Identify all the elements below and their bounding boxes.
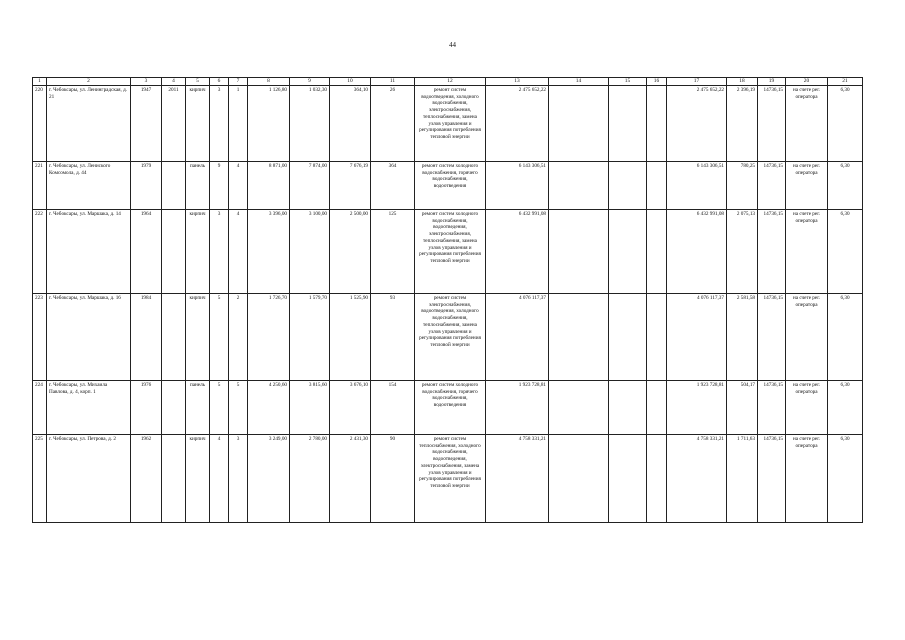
cell-year-repair: 2011 [162, 86, 186, 162]
cell-rate: 6,30 [828, 435, 863, 523]
cell-area-living: 2 780,00 [290, 435, 330, 523]
cell-year-built: 1979 [131, 162, 162, 210]
cell-c14 [549, 435, 609, 523]
cell-year-repair [162, 381, 186, 435]
cell-cost-total: 1 923 728,81 [486, 381, 549, 435]
cell-cost-total: 4 758 331,21 [486, 435, 549, 523]
table-row [33, 435, 863, 523]
cell-unit-cost: 504,17 [727, 381, 758, 435]
column-header-15: 15 [609, 78, 647, 86]
cell-c16 [647, 381, 667, 435]
column-header-4: 4 [162, 78, 186, 86]
table-body [33, 86, 863, 523]
cell-entrances: 4 [229, 210, 248, 294]
cell-year-built: 1984 [131, 294, 162, 381]
cell-address: г. Чебоксары, ул. Михаила Павлова, д. 4, корп. 1 [47, 381, 131, 435]
cell-material: панель [186, 162, 210, 210]
cell-c16 [647, 86, 667, 162]
cell-c16 [647, 294, 667, 381]
table-row [33, 381, 863, 435]
cell-unit-cost: 2 396,19 [727, 86, 758, 162]
cell-residents: 26 [371, 86, 415, 162]
cell-cost-owners: 1 923 728,81 [667, 381, 727, 435]
cell-address: г. Чебоксары, ул. Лениского Комсомола, д. 44 [47, 162, 131, 210]
cell-rate: 6,30 [828, 294, 863, 381]
cell-cost-owners: 6 432 991,08 [667, 210, 727, 294]
cell-max-cost: 14736,15 [758, 381, 786, 435]
cell-entrances: 4 [229, 162, 248, 210]
cell-year-repair [162, 435, 186, 523]
cell-entrances: 2 [229, 294, 248, 381]
cell-area-living: 3 100,00 [290, 210, 330, 294]
cell-c15 [609, 86, 647, 162]
cell-address: г. Чебоксары, ул. Петрова, д. 2 [47, 435, 131, 523]
column-header-11: 11 [371, 78, 415, 86]
cell-cost-owners: 4 076 117,37 [667, 294, 727, 381]
column-header-2: 2 [47, 78, 131, 86]
cell-num: 223 [33, 294, 47, 381]
cell-floors: 5 [210, 294, 229, 381]
cell-area-total: 8 871,00 [248, 162, 290, 210]
table-row [33, 86, 863, 162]
cell-residents: 93 [371, 294, 415, 381]
cell-c15 [609, 381, 647, 435]
cell-floors: 3 [210, 86, 229, 162]
cell-c14 [549, 162, 609, 210]
cell-c15 [609, 294, 647, 381]
cell-cost-total: 6 143 306,51 [486, 162, 549, 210]
column-header-17: 17 [667, 78, 727, 86]
column-header-21: 21 [828, 78, 863, 86]
table-row [33, 162, 863, 210]
cell-max-cost: 14736,15 [758, 294, 786, 381]
cell-unit-cost: 1 711,63 [727, 435, 758, 523]
cell-year-built: 1962 [131, 435, 162, 523]
cell-works: ремонт систем электроснабжения, водоотведения, холодного водоснабжения, теплоснабжения, замена узлов управления и регулирования потребления тепловой энергии [415, 294, 486, 381]
page-number: 44 [449, 41, 456, 49]
cell-residents: 364 [371, 162, 415, 210]
column-header-9: 9 [290, 78, 330, 86]
cell-area-residents: 1 525,90 [330, 294, 371, 381]
cell-max-cost: 14736,15 [758, 86, 786, 162]
column-header-8: 8 [248, 78, 290, 86]
cell-max-cost: 14736,15 [758, 435, 786, 523]
repair-registry-table [32, 77, 863, 523]
cell-max-cost: 14736,15 [758, 210, 786, 294]
cell-area-residents: 2 500,00 [330, 210, 371, 294]
cell-area-total: 4 250,60 [248, 381, 290, 435]
cell-owner: на счете рег. оператора [786, 435, 828, 523]
cell-num: 220 [33, 86, 47, 162]
cell-area-residents: 3 676,10 [330, 381, 371, 435]
cell-unit-cost: 2 581,58 [727, 294, 758, 381]
cell-owner: на счете рег. оператора [786, 294, 828, 381]
cell-c15 [609, 162, 647, 210]
cell-area-living: 1 579,70 [290, 294, 330, 381]
cell-residents: 125 [371, 210, 415, 294]
cell-area-living: 7 874,00 [290, 162, 330, 210]
cell-rate: 6,30 [828, 86, 863, 162]
cell-c16 [647, 210, 667, 294]
cell-year-repair [162, 210, 186, 294]
cell-floors: 5 [210, 381, 229, 435]
column-header-13: 13 [486, 78, 549, 86]
column-header-3: 3 [131, 78, 162, 86]
cell-max-cost: 14736,15 [758, 162, 786, 210]
cell-floors: 3 [210, 210, 229, 294]
cell-year-repair [162, 294, 186, 381]
cell-owner: на счете рег. оператора [786, 86, 828, 162]
cell-num: 224 [33, 381, 47, 435]
cell-works: ремонт систем холодного водоснабжения, горячего водоснабжения, водоотведения [415, 381, 486, 435]
cell-area-residents: 7 676,19 [330, 162, 371, 210]
cell-owner: на счете рег. оператора [786, 162, 828, 210]
cell-area-total: 1 126,80 [248, 86, 290, 162]
column-header-5: 5 [186, 78, 210, 86]
cell-unit-cost: 780,25 [727, 162, 758, 210]
cell-owner: на счете рег. оператора [786, 210, 828, 294]
cell-c14 [549, 294, 609, 381]
cell-area-living: 1 032,30 [290, 86, 330, 162]
cell-entrances: 3 [229, 435, 248, 523]
cell-works: ремонт систем холодного водоснабжения, горячего водоснабжения, водоотведения [415, 162, 486, 210]
cell-works: ремонт систем холодного водоснабжения, водоотведения, электроснабжения, теплоснабжения, замена узлов управления и регулирования потребления тепловой энергии [415, 210, 486, 294]
column-header-20: 20 [786, 78, 828, 86]
cell-address: г. Чебоксары, ул. Маршака, д. 14 [47, 210, 131, 294]
cell-owner: на счете рег. оператора [786, 381, 828, 435]
cell-c15 [609, 435, 647, 523]
column-header-14: 14 [549, 78, 609, 86]
cell-rate: 6,30 [828, 162, 863, 210]
cell-year-repair [162, 162, 186, 210]
column-header-10: 10 [330, 78, 371, 86]
cell-area-total: 3 249,00 [248, 435, 290, 523]
cell-cost-total: 2 475 652,22 [486, 86, 549, 162]
cell-rate: 6,30 [828, 210, 863, 294]
cell-area-total: 3 396,00 [248, 210, 290, 294]
cell-num: 225 [33, 435, 47, 523]
cell-area-total: 1 726,70 [248, 294, 290, 381]
column-header-18: 18 [727, 78, 758, 86]
column-number-row [33, 78, 863, 86]
cell-entrances: 5 [229, 381, 248, 435]
cell-address: г. Чебоксары, ул. Маршака, д. 16 [47, 294, 131, 381]
cell-c14 [549, 381, 609, 435]
cell-c14 [549, 86, 609, 162]
cell-unit-cost: 2 075,13 [727, 210, 758, 294]
cell-year-built: 1964 [131, 210, 162, 294]
cell-area-living: 3 815,60 [290, 381, 330, 435]
cell-address: г. Чебоксары, ул. Ленинградская, д. 21 [47, 86, 131, 162]
cell-area-residents: 364,10 [330, 86, 371, 162]
column-header-7: 7 [229, 78, 248, 86]
cell-cost-total: 6 432 991,08 [486, 210, 549, 294]
cell-works: ремонт систем водоотведения, холодного водоснабжения, электроснабжения, теплоснабжения, замена узлов управления и регулирования потребления тепловой энергии [415, 86, 486, 162]
table-row [33, 294, 863, 381]
cell-residents: 154 [371, 381, 415, 435]
cell-year-built: 1976 [131, 381, 162, 435]
column-header-16: 16 [647, 78, 667, 86]
cell-num: 221 [33, 162, 47, 210]
cell-year-built: 1947 [131, 86, 162, 162]
column-header-12: 12 [415, 78, 486, 86]
cell-cost-owners: 4 758 331,21 [667, 435, 727, 523]
cell-material: кирпич [186, 86, 210, 162]
cell-rate: 6,30 [828, 381, 863, 435]
table-row [33, 210, 863, 294]
cell-num: 222 [33, 210, 47, 294]
cell-floors: 4 [210, 435, 229, 523]
cell-cost-owners: 6 143 306,51 [667, 162, 727, 210]
cell-c16 [647, 162, 667, 210]
cell-material: кирпич [186, 294, 210, 381]
cell-entrances: 1 [229, 86, 248, 162]
cell-area-residents: 2 431,30 [330, 435, 371, 523]
column-header-6: 6 [210, 78, 229, 86]
cell-cost-owners: 2 475 652,22 [667, 86, 727, 162]
cell-residents: 90 [371, 435, 415, 523]
cell-material: кирпич [186, 435, 210, 523]
cell-floors: 9 [210, 162, 229, 210]
cell-works: ремонт систем теплоснабжения, холодного водоснабжения, водоотведения, электроснабжения, замена узлов управления и регулирования потребления тепловой энергии [415, 435, 486, 523]
cell-material: панель [186, 381, 210, 435]
cell-c15 [609, 210, 647, 294]
cell-c16 [647, 435, 667, 523]
cell-material: кирпич [186, 210, 210, 294]
cell-c14 [549, 210, 609, 294]
cell-cost-total: 4 076 117,37 [486, 294, 549, 381]
column-header-1: 1 [33, 78, 47, 86]
column-header-19: 19 [758, 78, 786, 86]
